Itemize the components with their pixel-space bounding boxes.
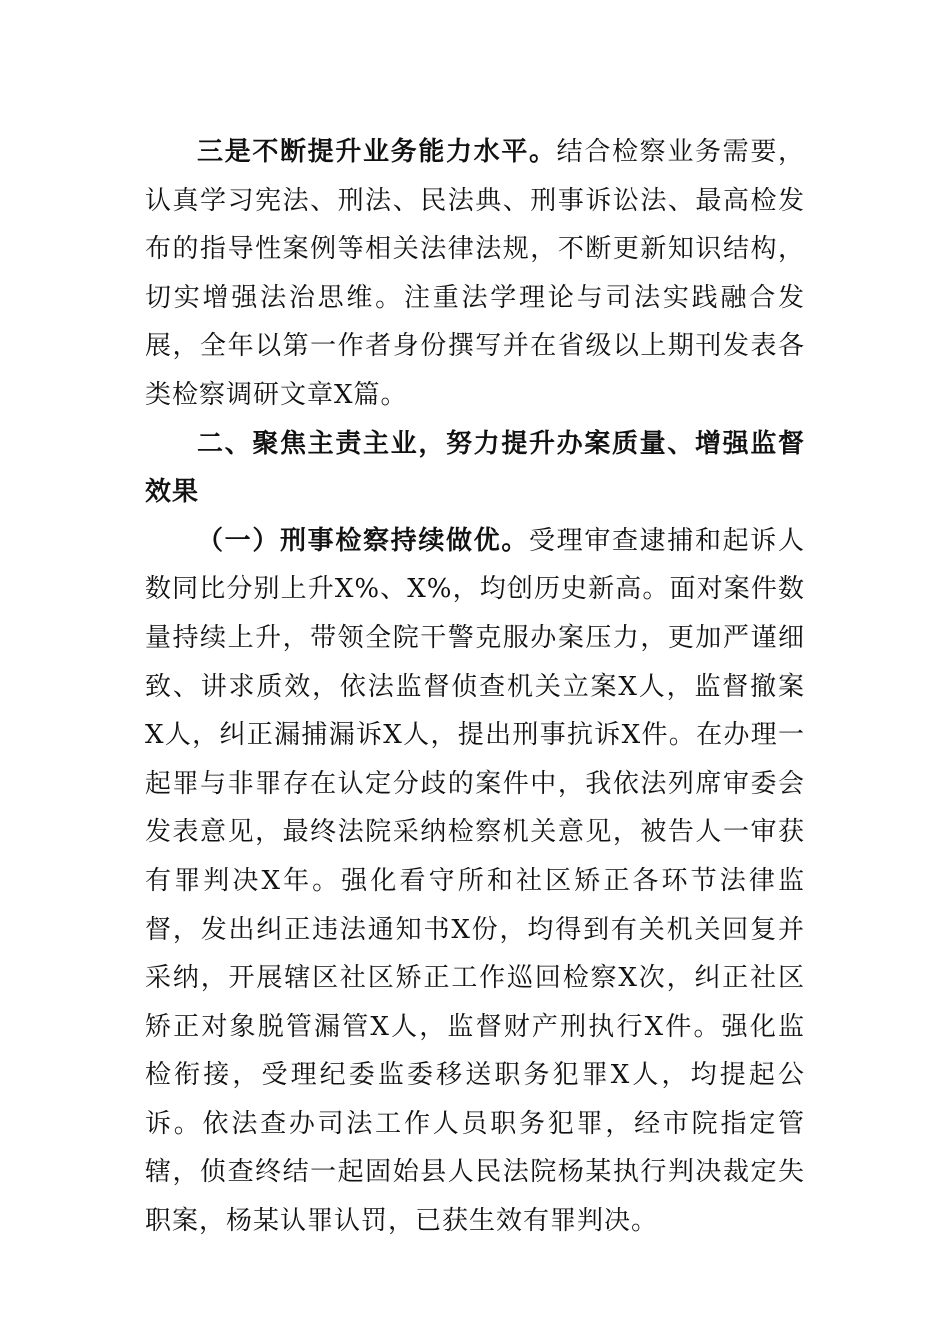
paragraph-lead: （一）刑事检察持续做优。: [197, 525, 529, 556]
paragraph-criminal-prosecution: [145, 517, 805, 1246]
paragraph-ability: [145, 128, 805, 420]
paragraph-lead: 三是不断提升业务能力水平。: [197, 137, 557, 167]
paragraph-text: 受理审查逮捕和起诉人数同比分别上升X%、X%，均创历史新高。面对案件数量持续上升，带领全院干警克服办案压力，更加严谨细致、讲求质效，依法监督侦查机关立案X人，监督撤案X人，纠正漏捕漏诉X人，提出刑事抗诉X件。在办理一起罪与非罪存在认定分歧的案件中，我依法列席审委会发表意见，最终法院采纳检察机关意见，被告人一审获有罪判决X年。强化看守所和社区矫正各环节法律监督，发出纠正违法通知书X份，均得到有关机关回复并采纳，开展辖区社区矫正工作巡回检察X次，纠正社区矫正对象脱管漏管X人，监督财产刑执行X件。强化监检衔接，受理纪委监委移送职务犯罪X人，均提起公诉。依法查办司法工作人员职务犯罪，经市院指定管辖，侦查终结一起固始县人民法院杨某执行判决裁定失职案，杨某认罪认罚，已获生效有罪判决。: [145, 525, 805, 1237]
section-heading: 二、聚焦主责主业，努力提升办案质量、增强监督效果: [145, 428, 805, 508]
document-body: [145, 128, 805, 1246]
paragraph-text: 结合检察业务需要，认真学习宪法、刑法、民法典、刑事诉讼法、最高检发布的指导性案例等相关法律法规，不断更新知识结构，切实增强法治思维。注重法学理论与司法实践融合发展，全年以第一作者身份撰写并在省级以上期刊发表各类检察调研文章X篇。: [145, 137, 805, 410]
